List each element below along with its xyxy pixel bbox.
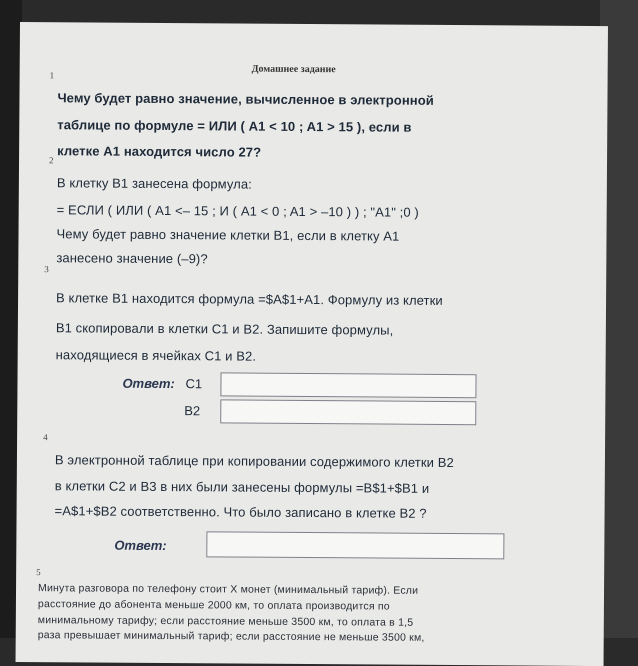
answer-label: Ответ: bbox=[122, 375, 175, 392]
question-5-line: Минута разговора по телефону стоит X монет (минимальный тариф). Если bbox=[38, 582, 419, 597]
answer-input-c1[interactable] bbox=[220, 372, 476, 398]
question-3-line: B1 скопировали в клетки C1 и B2. Запишите формулы, bbox=[55, 320, 394, 338]
question-3-line: находящиеся в ячейках C1 и B2. bbox=[55, 347, 257, 364]
cell-label-c1: C1 bbox=[185, 376, 203, 392]
question-1-line: Чему будет равно значение, вычисленное в электронной bbox=[57, 90, 434, 108]
question-5-line: минимальному тарифу; если расстояние меньше 3500 км, то оплата в 1,5 bbox=[37, 614, 414, 629]
question-number: 5 bbox=[36, 567, 41, 578]
answer-input-b2[interactable] bbox=[220, 399, 476, 425]
question-number: 2 bbox=[49, 155, 54, 166]
question-number: 1 bbox=[49, 70, 55, 81]
question-5-line: расстояние до абонента меньше 2000 км, то оплата производится по bbox=[37, 598, 390, 613]
question-5-line: раза превышает минимальный тариф; если расстояние не меньше 3500 км, bbox=[37, 629, 425, 644]
answer-label: Ответ: bbox=[114, 537, 167, 554]
question-4-line: В электронной таблице при копировании содержимого клетки B2 bbox=[54, 452, 454, 471]
worksheet-page bbox=[16, 22, 608, 666]
answer-input-b2-formula[interactable] bbox=[206, 531, 504, 559]
question-4-line: в клетки C2 и B3 в них были занесены формулы =B$1+$B1 и bbox=[54, 478, 430, 496]
question-4-line: =A$1+$B2 соответственно. Что было записано в клетке B2 ? bbox=[54, 503, 427, 521]
question-2-line: занесено значение (–9)? bbox=[56, 250, 208, 267]
question-number: 3 bbox=[44, 264, 49, 275]
question-2-line: Чему будет равно значение клетки B1, если в клетку A1 bbox=[56, 226, 400, 244]
question-number: 4 bbox=[43, 432, 48, 443]
question-1-line: таблице по формуле = ИЛИ ( A1 < 10 ; A1 > 15 ), если в bbox=[57, 117, 412, 135]
page-heading: Домашнее задание bbox=[251, 63, 336, 76]
question-1-line: клетке A1 находится число 27? bbox=[57, 143, 262, 160]
question-2-line: В клетку B1 занесена формула: bbox=[56, 175, 252, 192]
question-2-line: = ЕСЛИ ( ИЛИ ( A1 <– 15 ; И ( A1 < 0 ; A1 > –10 ) ) ; "A1" ;0 ) bbox=[56, 202, 419, 220]
question-3-line: В клетке B1 находится формула =$A$1+A1. Формулу из клетки bbox=[56, 290, 443, 308]
cell-label-b2: B2 bbox=[184, 403, 201, 419]
